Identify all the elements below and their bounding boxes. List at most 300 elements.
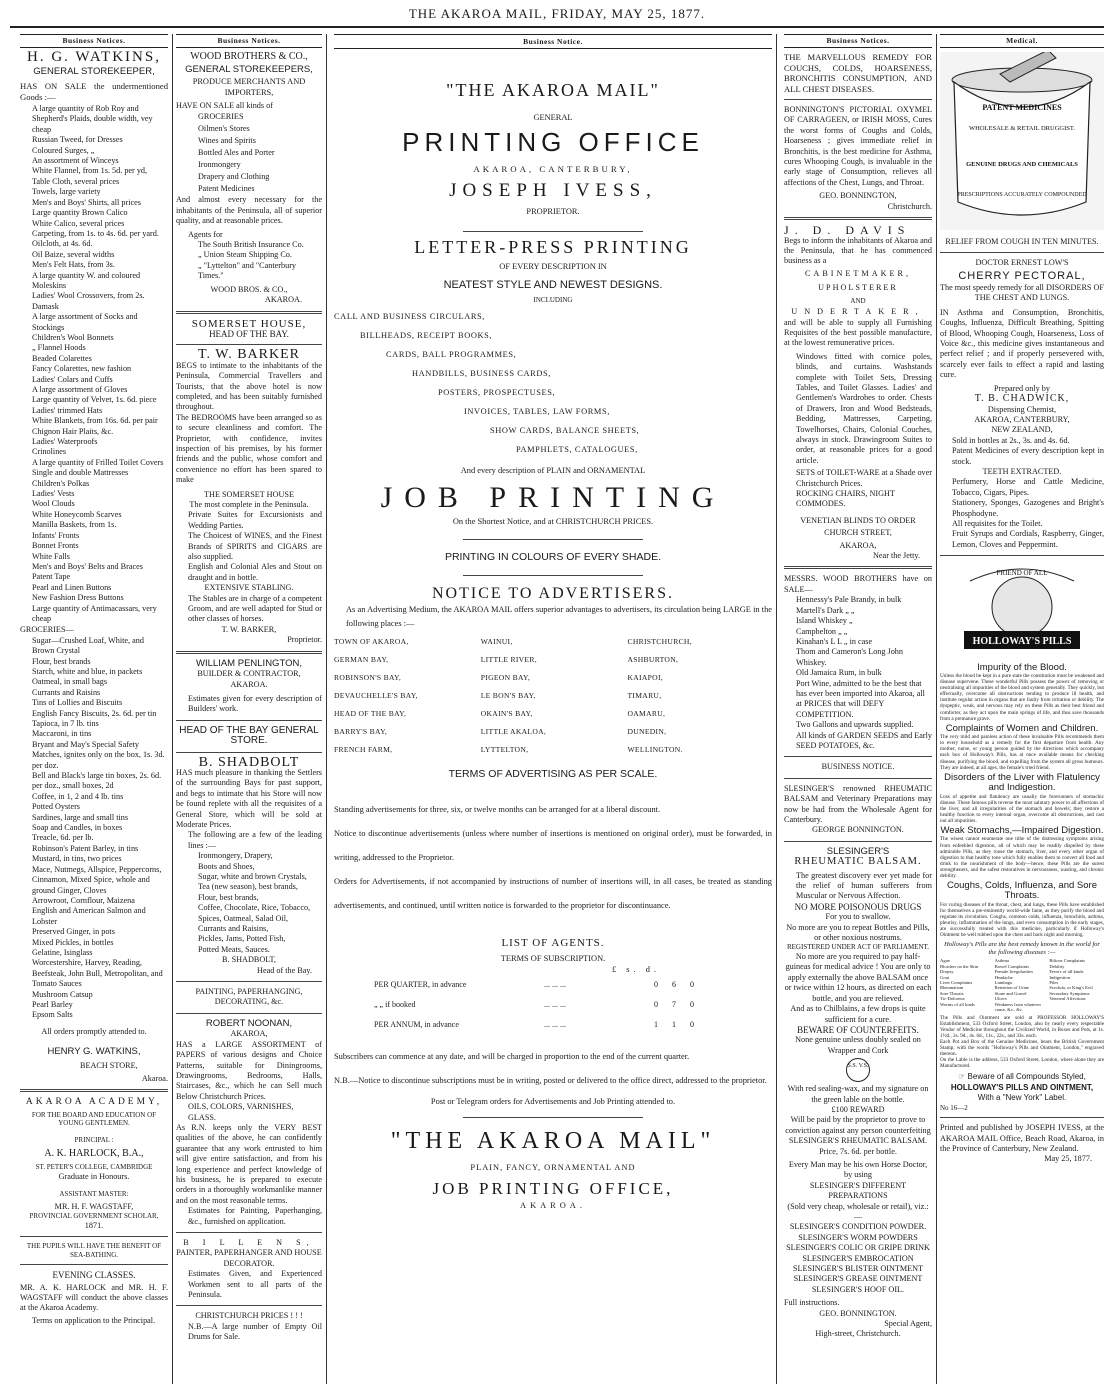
list-item: Bell and Black's large tin boxes, 2s. 6d. per doz., small boxes, 2d [32, 771, 162, 791]
list-item: Soap and Candles, in boxes [32, 823, 123, 833]
list-item: Damask [32, 301, 59, 311]
disease-item: Debility [1049, 963, 1065, 969]
list-item: Tapioca, in 7 lb. tins [32, 719, 99, 728]
wood-brothers-text: And almost every necessary for the inhabitants of the Peninsula, all of superior quality, and at reasonable prices. [176, 195, 322, 226]
davis-text-3: Windows fitted with cornice poles, blinds, and curtains. Washstands complete with Toilet Sets, Dressing Tables, and Toilet Glasses. Ladies' and Gentlemen's Wardrobes to order. Chests of Drawers, Iron and Wood Bedsteads, Bedding, Mattresses, Carpeting, Towelhorses, Chairs, Colonial Couches, always in stock. Drawingroom Suites to order, at reasonable prices for a good article. [796, 351, 932, 465]
barker-ales: English and Colonial Ales and Stout on draught and in bottle. [188, 562, 322, 582]
list-item: „ "Lyttelton" and "Canterbury Times." [198, 260, 297, 281]
service-item: SHOW CARDS, BALANCE SHEETS, [490, 425, 640, 435]
chemist-label: Dispensing Chemist, [987, 404, 1057, 414]
davis-upholsterer: UPHOLSTERER [818, 283, 898, 293]
disease-item: Bowel Complaints [994, 963, 1029, 969]
agent-name: GEO. BONNINGTON. [819, 1308, 897, 1318]
wood-brothers-agents-list [176, 240, 322, 282]
messrs-wood: MESSRS. WOOD BROTHERS have on SALE— [784, 574, 932, 594]
instructions: Full instructions. [784, 1298, 840, 1308]
toilet-requisites: All requisites for the Toilet. [952, 518, 1043, 528]
fee-value: 0 7 0 [654, 999, 700, 1009]
list-item: Campbelton „ „ [796, 626, 848, 636]
bonnington-text: BONNINGTON'S PICTORIAL OXYMEL OF CARRAGEEN, or IRISH MOSS, Cures the worst forms of Coughs and Colds, Hoarseness ; gives immediate relief in Bronchitis, is the best medicine for Asthma, cures Whooping Cough, is invaluable in the early stage of Consumption, relieves all affections of the Chest, Lungs, and Throat. [784, 105, 932, 187]
list-item: Large quantity Brown Calico [32, 208, 128, 218]
disease-item: Scrofula, or King's Evil [1049, 985, 1093, 991]
academy-subtitle: FOR THE BOARD AND EDUCATION OF YOUNG GENTLEMEN. [31, 1110, 157, 1128]
column-rule [172, 34, 173, 1384]
letterpress-printing: LETTER-PRESS PRINTING [414, 237, 692, 257]
fee-dots: ... ... ... [544, 1019, 566, 1029]
principal-honours: Graduate in Honours. [58, 1171, 130, 1181]
place-name: KAIAPOI, [627, 672, 663, 682]
notice-advertisers: NOTICE TO ADVERTISERS. [431, 584, 674, 602]
complaints-heading: Complaints of Women and Children. [945, 722, 1099, 734]
list-item: Large quantity of Antimacassars, very cheap [32, 603, 157, 623]
list-item: Currants and Raisins [32, 687, 101, 697]
fees-table [334, 975, 772, 1035]
paper-title: "THE AKAROA MAIL" [446, 80, 660, 100]
list-item: New Fashion Dress Buttons [32, 593, 124, 603]
list-item: Coffee, Chocolate, Rice, Tobacco, [198, 903, 311, 913]
church-street: CHURCH STREET, [824, 528, 892, 538]
list-item: Maccaroni, in tins [32, 729, 92, 739]
list-item: A large quantity of Frilled Toilet Covers [32, 457, 164, 467]
prepared-by: Prepared only by [994, 383, 1050, 393]
drapery-list [20, 104, 168, 624]
wood-brothers-town: AKAROA. [264, 295, 302, 305]
sign-genuine: GENUINE DRUGS AND CHEMICALS [966, 161, 1078, 169]
remedy-headline: THE MARVELLOUS REMEDY FOR COUCHS, COLDS, HOARSENESS, BRONCHITIS CONSUMPTION, AND ALL CHEST DISEASES. [784, 52, 932, 94]
bonnington-signature: GEO. BONNINGTON, [819, 191, 897, 201]
place-name: OAMARU, [627, 708, 666, 718]
genuine-text: None genuine unless doubly sealed on Wrapper and Cork [795, 1035, 921, 1055]
sold-bottles: Sold in bottles at 2s., 3s. and 4s. 6d. [952, 435, 1070, 445]
orders-note: All orders promptly attended to. [41, 1026, 147, 1036]
sign-prescriptions: PRESCRIPTIONS ACCURATELY COMPOUNDED [957, 192, 1087, 199]
places-table [334, 633, 772, 759]
column-header: Medical. [940, 34, 1104, 48]
list-item: Epsom Salts [32, 1010, 73, 1020]
list-item: Tins of Lollies and Biscuits [32, 698, 123, 708]
list-item: Fancy Colarettes, new fashion [32, 364, 132, 374]
disease-item: Tic-Doloreux [940, 996, 965, 1002]
list-item: Men's and Boys' Belts and Braces [32, 561, 143, 571]
fee-label: PER QUARTER, in advance [374, 979, 467, 989]
noonan-town: AKAROA, [230, 1029, 268, 1039]
shadbolt-list [176, 851, 322, 955]
places-row [334, 723, 772, 741]
assistant-name: MR. H. F. WAGSTAFF, [54, 1201, 134, 1211]
list-item: Crinolines [32, 447, 67, 457]
barker-house: THE SOMERSET HOUSE [204, 489, 294, 499]
list-item: White Blankets, from 16s. 6d. per pair [32, 416, 158, 426]
list-item: Flour, best brands, [198, 892, 259, 902]
place-name: WAINUI, [480, 636, 513, 646]
place-name: LITTLE RIVER, [480, 654, 537, 664]
printing-office: PRINTING OFFICE [402, 127, 704, 157]
bottles: No more are you to repeat Bottles and Pills, or other noxious nostrums. [786, 922, 930, 943]
reward-text: Will be paid by the proprietor to prove to conviction against any person counterfeiting [785, 1115, 931, 1135]
list-item: „ Union Steam Shipping Co. [198, 250, 292, 260]
preparations-list [784, 1222, 932, 1295]
spirits-list [784, 595, 932, 751]
list-item: Coffee, in 1, 2 and 4 lb. tins [32, 791, 124, 801]
list-item: SLESINGER'S EMBROCATION [802, 1253, 914, 1263]
list-item: Sugar—Crushed Loaf, White, and Brown Crystal [32, 635, 144, 656]
sea-bathing: THE PUPILS WILL HAVE THE BENEFIT OF SEA-BATHING. [26, 1242, 162, 1259]
barker-proprietor: Proprietor. [287, 635, 322, 645]
list-item: Ladies' trimmed Hats [32, 405, 103, 415]
list-item: Starch, white and blue, in packets [32, 666, 143, 676]
noonan-oils: OILS, COLORS, VARNISHES, GLASS. [188, 1102, 294, 1122]
assistant-year: 1871. [84, 1220, 104, 1230]
list-item: Ladies' Colars and Cuffs [32, 374, 113, 384]
list-item: Bryant and May's Special Safety Matches, ignites only on the box, 1s. 3d. per doz. [32, 739, 165, 770]
list-item: SLESINGER'S HOOF OIL. [811, 1284, 905, 1294]
list-item: Preserved Ginger, in pots [32, 927, 115, 937]
list-item: Mace, Nutmegs, Allspice, Peppercorns, Cinnamon, Mixed Spice, whole and ground Ginger, Cloves [32, 864, 162, 895]
service-item: INVOICES, TABLES, LAW FORMS, [464, 406, 610, 416]
disease-item: Dropsy [940, 969, 954, 975]
principal-college: ST. PETER'S COLLEGE, CAMBRIDGE [35, 1163, 153, 1171]
davis-text: Begs to inform the inhabitants of Akaroa and the Peninsula, that he has commenced business as a [784, 235, 932, 266]
list-item: Oatmeal, in small bags [32, 677, 108, 687]
noonan-text: HAS a LARGE ASSORTMENT of PAPERS of various designs and Choice Patterns, suitable for Diningrooms, Drawingrooms, Bedrooms, Halls, Staircases, &c., which he can Sell much Below Christchurch Prices. [176, 1039, 322, 1101]
impurity-heading: Impurity of the Blood. [977, 661, 1067, 673]
service-item: PAMPHLETS, CATALOGUES, [516, 444, 638, 454]
list-item: Men's Felt Hats, from 3s. [32, 260, 115, 270]
agent-label: Special Agent, [884, 1319, 932, 1329]
printed-by: Printed and published by JOSEPH IVESS, at the AKAROA MAIL Office, Beach Road, Akaroa, in the Province of Canterbury, New Zealand. [940, 1123, 1104, 1153]
billens-text: Estimates Given, and Experienced Workmen sent to all parts of the Peninsula. [188, 1269, 322, 1300]
principal-label: PRINCIPAL : [74, 1136, 114, 1144]
teeth-extracted: TEETH EXTRACTED. [982, 466, 1062, 476]
weak-heading: Weak Stomachs,—Impaired Digestion. [940, 825, 1104, 836]
location: AKAROA, CANTERBURY, [473, 164, 633, 174]
coughs-heading: Coughs, Colds, Influenza, and Sore Throats. [947, 880, 1097, 902]
evening-terms: Terms on application to the Principal. [32, 1315, 156, 1325]
plain-ornamental: And every description of PLAIN and ORNAMENTAL [460, 465, 646, 475]
places-row [334, 669, 772, 687]
watkins-name: H. G. WATKINS, [27, 49, 161, 66]
discontinue-text: Notice to discontinue advertisements (unless where number of insertions is mentioned on original order), must be forwarded, in writing, addressed to the Proprietor. [334, 828, 772, 862]
service-item: HANDBILLS, BUSINESS CARDS, [412, 368, 551, 378]
column-rule [936, 34, 937, 1384]
barker-suites: Private Suites for Excursionists and Wedding Parties. [188, 510, 322, 530]
list-item: SLESINGER'S WORM POWDERS [798, 1232, 918, 1242]
watkins-intro: HAS ON SALE the undermentioned Goods :— [20, 81, 168, 102]
disease-item: Female Irregularities [994, 969, 1034, 975]
speedy-remedy: The most speedy remedy for all DISORDERS OF THE CHEST AND LUNGS. [940, 283, 1104, 303]
list-item: Currants and Raisins, [198, 924, 269, 934]
list-item: Pickles, Jams, Potted Fish, [198, 934, 286, 944]
masthead-rule [10, 27, 1104, 28]
list-item: Large quantity of Velvet, 1s. 6d. piece [32, 395, 157, 405]
list-item: White Calico, several prices [32, 218, 125, 228]
guineas: No more are you required to pay half-guineas for medical advice ! You are only to apply externally the above BALSAM once or twice within 12 hours, as directed on each bottle, and you are relieved. [784, 952, 932, 1003]
noonan-name: ROBERT NOONAN, [205, 1017, 293, 1029]
patent-medicines: Patent Medicines of every description kept in stock. [952, 446, 1104, 466]
proprietor-label: PROPRIETOR. [526, 207, 580, 216]
column-4 [784, 34, 932, 1386]
wood-brothers-signature: WOOD BROS. & CO., [210, 284, 288, 294]
place-name: GERMAN BAY, [334, 654, 389, 664]
list-item: Oilmen's Stores [198, 124, 250, 134]
akaroa-footer: AKAROA. [520, 1200, 586, 1210]
watkins-trade: GENERAL STOREKEEPER, [33, 65, 155, 77]
preparations: SLESINGER'S DIFFERENT PREPARATIONS [809, 1180, 907, 1201]
liver-text: Loss of appetite and flatulency are usually the forerunners of stomachic disease. These famous pills reverse the most salutary power to all affections of the liver, and all irregularities of the stomach and bowels; they restore a healthy function to every internal organ, overcome all obstructions, and cast out all impurities. [940, 793, 1104, 824]
place-name: BARRY'S BAY, [334, 726, 388, 736]
advert-number: No 16—2 [940, 1103, 968, 1112]
paper-title-2: "THE AKAROA MAIL" [390, 1127, 716, 1154]
list-item: Mustard, in tins, two prices [32, 854, 122, 864]
agent-address: High-street, Christchurch. [815, 1329, 901, 1339]
barker-wines: The Choicest of WINES, and the Finest Brands of SPIRITS and CIGARS are also supplied. [188, 531, 322, 562]
masthead: THE AKAROA MAIL, FRIDAY, MAY 25, 1877. [10, 6, 1104, 28]
list-item: Patent Tape [32, 572, 71, 582]
list-item: White Honeycomb Scarves [32, 509, 122, 519]
davis-cabinetmaker: CABINETMAKER, [804, 268, 912, 278]
list-item: Oil Baize, several widths [32, 249, 115, 259]
list-item: Mushroom Catsup [32, 989, 93, 999]
disease-item: Indigestion [1049, 974, 1070, 980]
list-item: Ladies' Waterproofs [32, 437, 98, 447]
column-3 [334, 34, 772, 1386]
list-item: Gelatine, Isinglass [32, 947, 93, 957]
places-row [334, 651, 772, 669]
disease-item: Rheumatism [940, 985, 964, 991]
list-item: Mixed Pickles, in bottles [32, 937, 114, 947]
list-item: SLESINGER'S BLISTER OINTMENT [792, 1264, 924, 1274]
fruit-syrups: Fruit Syrups and Cordials, Raspberry, Ginger, Lemon, Cloves and Peppermint. [952, 529, 1104, 549]
davis-undertaker: UNDERTAKER, [791, 307, 925, 317]
chilblains: And as to Chilblains, a few drops is quite sufficient for a cure. [790, 1004, 926, 1024]
reward: £100 REWARD [831, 1104, 885, 1114]
seal-icon: S.S. V.S. [846, 1058, 870, 1082]
divider [463, 575, 643, 576]
disease-item: Asthma [994, 958, 1009, 964]
stabling-text: The Stables are in charge of a competent Groom, and are well adapted for Stud or other classes of horses. [188, 593, 322, 624]
divider [463, 539, 643, 540]
list-item: The South British Insurance Co. [198, 240, 304, 250]
list-item: Pearl and Linen Buttons [32, 582, 112, 592]
column-rule [776, 34, 777, 1384]
disease-item: Fevers of all kinds [1049, 969, 1084, 975]
subscription-terms: TERMS OF SUBSCRIPTION. [500, 953, 606, 963]
list-item: Towels, large variety [32, 187, 101, 197]
fee-dots: ... ... ... [544, 979, 566, 989]
disease-item: Weakness from whatever cause, &c., &c. [994, 1001, 1041, 1013]
plain-fancy: PLAIN, FANCY, ORNAMENTAL AND [470, 1162, 636, 1172]
list-item: Pearl Barley [32, 999, 73, 1009]
column-header: Business Notices. [20, 34, 168, 48]
disease-item: Worms of all kinds [940, 1001, 975, 1007]
list-item: A large assortment of Gloves [32, 385, 128, 394]
diseases-list [940, 958, 1104, 1012]
horse-doctor: Every Man may be his own Horse Doctor, by using [788, 1159, 928, 1180]
divider [463, 231, 643, 232]
evening-heading: EVENING CLASSES. [52, 1270, 136, 1281]
list-item: Table Cloth, several prices [32, 176, 120, 186]
disease-item: Lumbago [994, 980, 1013, 986]
fee-value: 1 1 0 [654, 1019, 700, 1029]
chadwick-name: T. B. CHADWICK, [974, 393, 1070, 405]
terms-advertising: TERMS OF ADVERTISING AS PER SCALE. [448, 767, 658, 780]
column-header: Business Notices. [784, 34, 932, 48]
place-name: ROBINSON'S BAY, [334, 672, 402, 682]
assistant-label: ASSISTANT MASTER: [59, 1190, 129, 1198]
asthma-text: IN Asthma and Consumption, Bronchitis, Coughs, Influenza, Difficult Breathing, Spitting of Blood, Whooping Cough, Hoarseness, Loss of Voice &c., this medicine gives instantaneous and perfect relief ; and if properly persevered with, scarcely ever fails to effect a rapid and lasting cure. [940, 307, 1104, 380]
noonan-text-2: As R.N. keeps only the VERY BEST qualities of the above, he can confidently guarantee that any work entrusted to him will give entire satisfaction, and from his long experience and perfect knowledge of his business, he is prepared to execute orders in a thoroughly workmanlike manner and on the most reasonable terms. [176, 1122, 322, 1205]
registered: REGISTERED UNDER ACT OF PARLIAMENT. [786, 943, 930, 952]
doctor-low: DOCTOR ERNEST LOW'S [975, 258, 1069, 268]
fee-row [334, 995, 772, 1015]
stationery: Stationery, Sponges, Gazogenes and Bright's Phosphodyne. [952, 498, 1104, 518]
fee-row [334, 975, 772, 995]
sign-patent: PATENT MEDICINES [982, 103, 1062, 113]
holloway-ointment: HOLLOWAY'S PILLS AND OINTMENT, [950, 1082, 1094, 1092]
service-item: BILLHEADS, RECEIPT BOOKS, [360, 330, 493, 340]
wood-brothers-list [176, 111, 322, 195]
list-item: Bottled Ales and Porter [198, 148, 275, 158]
list-item: Ladies' Vests [32, 489, 75, 499]
slesinger-discovery: The greatest discovery ever yet made for the relief of human sufferers from Muscular or Nervous Affection. [796, 870, 932, 901]
davis-toilet: SETS of TOILET-WARE at a Shade over Christchurch Prices. [796, 468, 932, 488]
beware-compounds: ☞ Beware of all Compounds Styled, [958, 1072, 1086, 1082]
friend-of-all: FRIEND OF ALL [996, 569, 1048, 578]
list-item: Flour, best brands [32, 656, 91, 666]
place-name: LYTTELTON, [480, 744, 529, 754]
list-item: Sardines, large and small tins [32, 812, 129, 822]
general-label: GENERAL [533, 113, 573, 122]
nb-text: N.B.—Notice to discontinue subscriptions must be in writing, posted or delivered to the office direct, addressed to the proprietor. [334, 1075, 767, 1085]
wood-brothers-trade: GENERAL STOREKEEPERS, [185, 63, 313, 75]
list-item: Kinahan's L L „ in case [796, 636, 873, 646]
watkins-address: BEACH STORE, [80, 1060, 138, 1070]
pharmacy-sign-illustration [940, 52, 1104, 230]
list-item: Hennessy's Pale Brandy, in bulk [796, 595, 902, 605]
list-item: Sugar, white and brown Crystals, [198, 872, 307, 881]
evening-text: MR. A. K. HARLOCK and MR. H. F. WAGSTAFF will conduct the above classes at the Akaroa Academy. [20, 1282, 168, 1313]
slesinger-text: SLESINGER'S renowned RHEUMATIC BALSAM and Veterinary Preparations may now be had from the Wholesale Agent for Canterbury. [784, 783, 932, 824]
penlington-text: Estimates given for every description of Builders' work. [188, 693, 322, 714]
place-name: DUNEDIN, [627, 726, 667, 736]
column-2 [176, 34, 322, 1386]
list-item: White Flannel, from 1s. 5d. per yd, [32, 166, 148, 176]
column-5 [940, 34, 1104, 1386]
list-item: Tea (new season), best brands, [198, 882, 298, 892]
christchurch-text: N.B.—A large number of Empty Oil Drums for Sale. [188, 1321, 322, 1342]
list-item: Coloured Surges, „ [32, 145, 95, 155]
list-item: Wines and Spirits [198, 136, 256, 146]
list-item: Patent Medicines [198, 184, 255, 194]
disease-item: Ague [940, 958, 950, 964]
list-item: Spices, Oatmeal, Salad Oil, [198, 913, 289, 923]
list-item: Arrowroot, Cornflour, Maizena [32, 895, 135, 905]
list-item: Island Whiskey „ [796, 616, 853, 626]
list-item: All kinds of GARDEN SEEDS and Early SEED POTATOES, &c. [796, 730, 932, 750]
list-item: Potted Oysters [32, 802, 80, 812]
list-item: Worcestershire, Harvey, Reading, Beefsteak, John Bull, Metropolitan, and Tomato Sauces [32, 958, 163, 989]
groceries-list [20, 636, 168, 1021]
divider [463, 1117, 643, 1118]
standing-text: Standing advertisements for three, six, or twelve months can be arranged for at a liberal discount. [334, 804, 661, 814]
list-item: Single and double Mattresses [32, 468, 129, 478]
proprietor-name: JOSEPH IVESS, [449, 180, 657, 201]
academy-title: AKAROA ACADEMY, [25, 1097, 163, 1108]
list-of-agents: LIST OF AGENTS. [501, 936, 605, 949]
fee-label: „ „ if booked [374, 999, 416, 1009]
list-item: Martell's Dark „ „ [796, 605, 855, 615]
principal-name: A. K. HARLOCK, B.A., [44, 1147, 144, 1159]
colours-printing: PRINTING IN COLOURS OF EVERY SHADE. [444, 550, 662, 563]
davis-rocking: ROCKING CHAIRS, NIGHT COMMODES. [796, 489, 895, 509]
liver-heading: Disorders of the Liver with Flatulency and Indigestion. [944, 771, 1100, 794]
disease-item: Stone and Gravel [994, 990, 1027, 996]
list-item: White Falls [32, 551, 70, 561]
shadbolt-place: Head of the Bay. [257, 965, 312, 975]
fee-label: PER ANNUM, in advance [374, 1019, 459, 1029]
list-item: „ Flannel Hoods [32, 343, 86, 353]
barker-signature: T. W. BARKER, [221, 624, 277, 634]
place-name: LE BON'S BAY, [480, 690, 536, 700]
barker-complete: The most complete in the Peninsula. [189, 500, 309, 509]
job-printing: JOB PRINTING [380, 480, 726, 514]
billens-name: B I L L E N S, [183, 1238, 315, 1247]
complaints-text: The very mild and painless action of these invaluable Pills recommends them to every household as a remedy for the first departure from health. Any mother, nurse, or young person guided by the directions which accompany each box of Holloway's Pills, has at once available means for checking disease, purifying the blood, and expelling from the system all gross humours. They are indeed, at all ages, the female's tried friend. [940, 734, 1104, 771]
impurity-text: Unless the blood be kept in a pure state the constitution must be weakened and disease supervene. These wonderful Pills possess the power of removing or neutralising all impurities of the blood and system generally. They quickly, but effectually, overcome all obstructions tending to produce ill health, and institute regular action in organs that are faulty from irritation or debility. The dyspeptic, weak, and nervous may rely on these Pills as their best friend and comforter, as they act upon the main springs of life, and thus save thousands from a premature grave. [940, 673, 1104, 722]
beware-counterfeits: BEWARE OF COUNTERFEITS. [797, 1024, 919, 1035]
stabling-heading: EXTENSIVE STABLING. [204, 583, 294, 593]
slesinger-balsam: RHEUMATIC BALSAM. [794, 856, 922, 868]
somerset-title: SOMERSET HOUSE, [191, 317, 307, 330]
disease-item: Sore Throats [940, 990, 964, 996]
place-name: WELLINGTON. [627, 744, 683, 754]
job-printing-office: JOB PRINTING OFFICE, [432, 1178, 674, 1198]
list-item: Beaded Colarettes [32, 353, 92, 363]
list-item: Chignon Hair Plaits, &c. [32, 426, 114, 436]
weak-text: The wisest cannot enumerate one tithe of the distressing symptoms arising from enfeebled digestion, all of which may be readily dispelled by these admirable Pills, as they rouse the stomach, liver, and every other organ of digestion to that healthy tone which fully enables them to convert all food and drink to the nourishment of the body—hence, these Pills are the surest strengtheners, and the safest restoratives in nervousness, wasting, and chronic debility. [940, 836, 1104, 879]
perfumery: Perfumery, Horse and Cattle Medicine, Tobacco, Cigars, Pipes. [952, 477, 1104, 497]
wood-brothers-agents: Agents for [188, 229, 223, 239]
list-item: Carpeting, from 1s. to 4s. 6d. per yard. [32, 228, 159, 238]
best-remedy: Holloway's Pills are the best remedy known in the world for the following diseases :— [944, 941, 1100, 956]
government-stamp: Each Pot and Box of the Genuine Medicines, bears the British Government Stamp, with the words "Holloway's Pills and Ointment, London," engraved thereon. [940, 1038, 1104, 1058]
column-header: Business Notices. [176, 34, 322, 48]
list-item: SLESINGER'S COLIC OR GRIPE DRINK [786, 1243, 930, 1253]
no-poisonous: NO MORE POISONOUS DRUGS [794, 901, 922, 912]
relief: RELIEF FROM COUGH IN TEN MINUTES. [945, 236, 1099, 246]
wood-brothers-name: WOOD BROTHERS & CO., [190, 51, 308, 63]
list-item: Potted Meats, Sauces. [198, 944, 270, 954]
price-line: SLESINGER'S RHEUMATIC BALSAM. [788, 1136, 928, 1146]
davis-text-2: and will be able to supply all Furnishing Requisites of the best possible manufacture, at the lowest remunerative prices. [784, 317, 932, 348]
new-zealand: NEW ZEALAND, [991, 425, 1053, 435]
place-name: TIMARU, [627, 690, 662, 700]
list-item: English Fancy Biscuits, 2s. 6d. per tin [32, 708, 157, 718]
disease-item: Venereal Affections [1049, 996, 1086, 1002]
barker-name: T. W. BARKER [198, 347, 300, 363]
disease-item: Bilious Complaints [1049, 958, 1085, 964]
chadwick-location: AKAROA, CANTERBURY, [974, 414, 1070, 424]
new-york-label: With a "New York" Label. [977, 1093, 1067, 1103]
place-name: ASHBURTON, [627, 654, 679, 664]
list-item: Thom and Cameron's Long John Whiskey. [796, 647, 903, 667]
list-item: SLESINGER'S GREASE OINTMENT [793, 1274, 923, 1284]
places-row [334, 705, 772, 723]
list-item: Old Jamaica Rum, in bulk [796, 668, 882, 678]
disease-item: Retention of Urine [994, 985, 1030, 991]
list-item: Boots and Shoes, [198, 861, 255, 871]
disease-item: Secondary Symptoms [1049, 990, 1090, 996]
